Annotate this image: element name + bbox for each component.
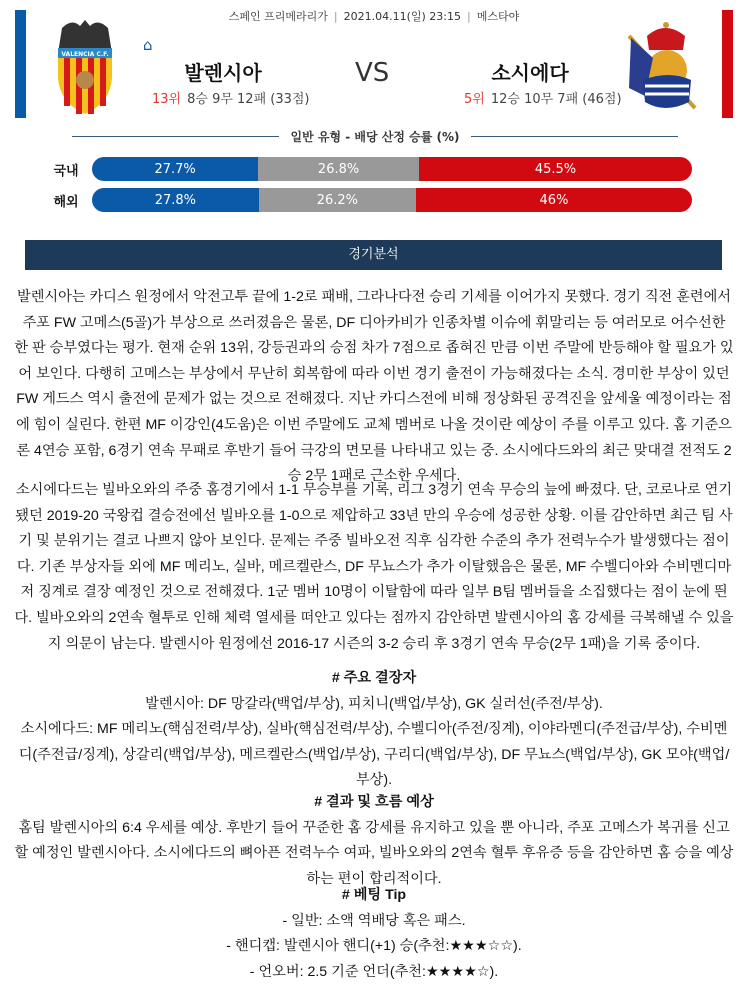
away-color-bar <box>722 10 733 118</box>
datetime: 2021.04.11(일) 23:15 <box>343 10 461 23</box>
match-meta: 스페인 프리메라리가 | 2021.04.11(일) 23:15 | 메스타야 <box>228 10 520 23</box>
odds-row <box>40 157 692 181</box>
away-win-segment: 46% <box>416 188 692 212</box>
home-color-bar <box>15 10 26 118</box>
betting-tip-section: # 베팅 Tip - 일반: 소액 역배당 혹은 패스. - 핸디캡: 발렌시아 핸디(+1) 승(추천:★★★☆☆). - 언오버: 2.5 기준 언더(추천:★★★★☆). <box>226 887 522 980</box>
venue: 메스타야 <box>476 10 520 23</box>
home-icon: ⌂ <box>143 36 153 54</box>
home-analysis-paragraph: 발렌시아는 카디스 원정에서 악전고투 끝에 1-2로 패배, 그라나다전 승리 기세를 이어가지 못했다. 경기 직전 훈련에서 주포 FW 고메스(5골)가 부상으로 쓰러졌음은 물론, DF 디아카비가 인종차별 이슈에 휘말리는 등 여러모로 어수선한 한 판 승부였다는 평가. 현재 순위 13위, 강등권과의 승점 차가 7점으로 좁혀진 만큼 이번 주말에 반등해야 할 필요가 있어 보인다. 다행히 고메스는 부상에서 무난히 회복함에 따라 이번 경기 출전이 가능해졌다는 소식. 경미한 부상이 있던 FW 게드스 역시 출전에 문제가 없는 것으로 전해졌다. 지난 카디스전에 비해 정상화된 공격진을 앞세울 예정이라는 점에 힘이 실린다. 한편 MF 이강인(4도움)은 이번 주말에도 교체 멤버로 나올 것이란 예상이 주를 이루고 있다. 홈 기준으론 4연승 포함, 6경기 연속 무패로 후반기 들어 극강의 면모를 나타내고 있는 중. 소시에다드와의 최근 맞대결 전적도 2승 2무 1패로 근소한 우세다. <box>14 289 734 485</box>
draw-segment: 26.8% <box>258 157 419 181</box>
odds-row-label: 해외 <box>53 194 79 210</box>
home-win-segment: 27.7% <box>92 157 258 181</box>
home-record: 13위 8승 9무 12패 (33점) <box>152 92 310 107</box>
odds-bar <box>92 157 692 181</box>
odds-row-label: 국내 <box>53 163 79 179</box>
away-win-segment: 45.5% <box>419 157 692 181</box>
away-record: 5위 12승 10무 7패 (46점) <box>464 92 622 107</box>
real-sociedad-crest-logo <box>625 18 697 114</box>
absent-section: # 주요 결장자 발렌시아: DF 망갈라(백업/부상), 피치니(백업/부상), GK 실러선(주전/부상). 소시에다드: MF 메리노(핵심전력/부상), 실바(핵심전력/부상), 수벨디아(주전/징계), 이야라멘디(주전급/부상), 수비멘디(주전급/징계), 상갈리(백업/부상), 메르켈란스(백업/부상), 구리디(백업/부상), DF 무뇨스(백업/부상), GK 모야(백업/부상). <box>18 670 730 789</box>
league: 스페인 프리메라리가 <box>228 10 328 23</box>
draw-segment: 26.2% <box>259 188 416 212</box>
away-team-name: 소시에다 <box>491 61 569 85</box>
crest-text: VALENCIA C.F. <box>61 51 109 58</box>
home-team-name: 발렌시아 <box>184 61 262 85</box>
vs-label: VS <box>355 58 390 88</box>
prediction-section: # 결과 및 흐름 예상 홈팀 발렌시아의 6:4 우세를 예상. 후반기 들어 꾸준한 홈 강세를 유지하고 있을 뿐 아니라, 주포 고메스가 복귀를 신고할 예정인 발렌시아다. 소시에다드의 뼈아픈 전력누수 여파, 빌바오와의 2연속 혈투 후유증 등을 감안하면 홈 승을 예상하는 편이 합리적이다. <box>14 794 734 887</box>
odds-section-title: 일반 유형 - 배당 산정 승률 (%) <box>72 128 678 145</box>
valencia-crest-logo <box>52 18 118 114</box>
home-win-segment: 27.8% <box>92 188 259 212</box>
odds-row <box>40 188 692 212</box>
odds-bar <box>92 188 692 212</box>
away-analysis-paragraph: 소시에다드는 빌바오와의 주중 홈경기에서 1-1 무승부를 기록, 리그 3경기 연속 무승의 늪에 빠졌다. 단, 코로나로 연기됐던 2019-20 국왕컵 결승전에선 빌바오를 1-0으로 제압하고 33년 만의 우승에 성공한 상황. 이를 감안하면 최근 팀 사기 및 분위기는 결코 나쁘지 않아 보인다. 문제는 주중 빌바오전 직후 심각한 수준의 추가 전력누수가 발생했다는 점이다. 기존 부상자들 외에 MF 메리노, 실바, 메르켈란스, DF 무뇨스가 추가 이탈했음은 물론, MF 수벨디아와 수비멘디마저 징계로 결장 예정인 것으로 전해졌다. 1군 멤버 10명이 이탈함에 따라 일부 B팀 멤버들을 소집했다는 점이 눈에 띈다. 빌바오와의 2연속 혈투로 인해 체력 열세를 떠안고 있다는 점까지 감안하면 발렌시아의 홈 강세를 극복해낼 수 있을지 의문이 남는다. 발렌시아 원정에선 2016-17 시즌의 3-2 승리 후 3경기 연속 무승(2무 1패)을 기록 중이다. <box>14 482 734 652</box>
analysis-header: 경기분석 <box>25 240 722 270</box>
